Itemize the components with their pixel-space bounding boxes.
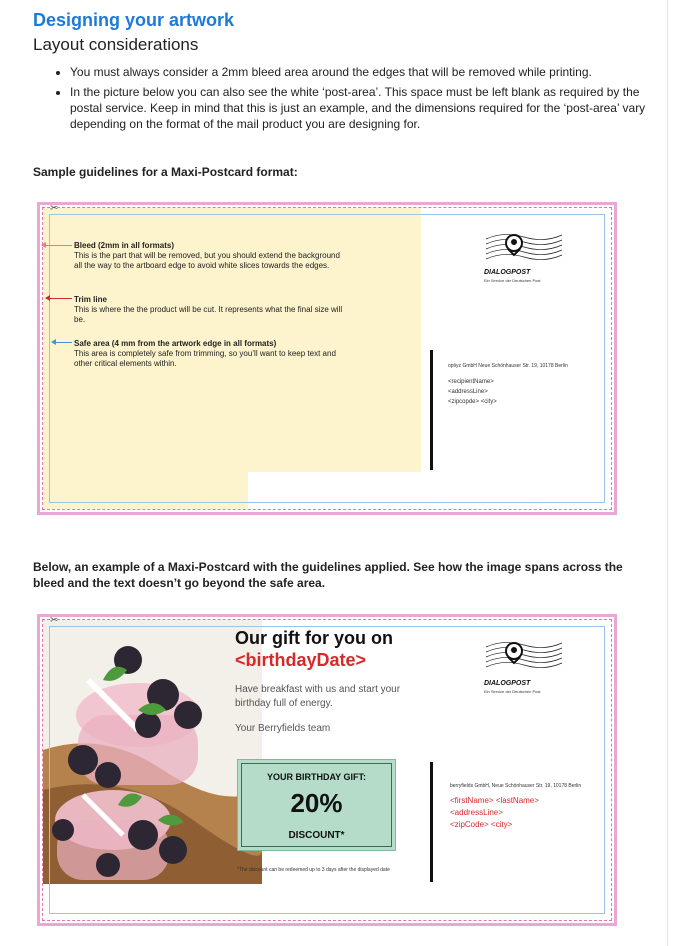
- guideline-text: This is where the the product will be cut. It represents what the final size will be.: [74, 305, 343, 324]
- section-heading-example: Below, an example of a Maxi-Postcard with the guidelines applied. See how the image spans across the bleed and the text doesn’t go beyond the safe area.: [33, 560, 623, 590]
- bleed-arrow-icon: [42, 245, 72, 246]
- guideline-text: This area is completely safe from trimming, so you’ll want to keep text and other critical elements within.: [74, 349, 336, 368]
- list-item: • In the picture below you can also see the white ‘post-area’. This space must be left blank as required by the postal service. Keep in mind that this is just an example, and the dimensions required for the ‘post-area’ vary depending on the format of the mail product you are designing for.: [70, 84, 670, 132]
- bullet-list: [40, 64, 670, 136]
- stamp-subtitle: Ein Service der Deutschen Post: [484, 278, 541, 283]
- gift-value: 20%: [290, 788, 343, 818]
- list-item: • You must always consider a 2mm bleed area around the edges that will be removed while printing.: [70, 64, 670, 80]
- address-block: [450, 795, 539, 831]
- example-postcard: [37, 614, 617, 926]
- gift-box-border: [241, 763, 392, 847]
- address-line: <addressLine>: [448, 389, 488, 395]
- disclaimer: *The discount can be redeemed up to 3 days after the displayed date: [237, 867, 390, 873]
- guidelines-postcard: [37, 202, 617, 515]
- signature: Your Berryfields team: [235, 723, 331, 734]
- sender-line: optiyz GmbH Neue Schönhauser Str. 19, 10178 Berlin: [448, 363, 568, 369]
- stamp-subtitle: Ein Service der Deutschen Post: [484, 689, 541, 694]
- address-line: <recipientName>: [448, 379, 494, 385]
- gift-label: YOUR BIRTHDAY GIFT:: [266, 772, 366, 782]
- guideline-title: Safe area (4 mm from the artwork edge in all formats): [74, 339, 277, 348]
- safe-arrow-icon: [52, 342, 72, 343]
- address-divider: [430, 762, 433, 882]
- scissors-icon: ✂: [50, 615, 59, 626]
- trim-arrow-icon: [46, 298, 72, 299]
- body-copy: Have breakfast with us and start your birthday full of energy.: [235, 684, 401, 709]
- page-subtitle: Layout considerations: [33, 35, 199, 54]
- guideline-safe: [74, 339, 344, 369]
- address-line: <zipcopde> <city>: [448, 399, 497, 405]
- stamp-brand: DIALOGPOST: [484, 269, 531, 276]
- page-edge-line: [667, 0, 668, 946]
- address-line: <firstName> <lastName>: [450, 796, 539, 805]
- guideline-text: This is the part that will be removed, but you should extend the background all the way to the artboard edge to avoid white slices towards the edges.: [74, 251, 340, 270]
- gift-suffix: DISCOUNT*: [288, 830, 345, 841]
- deutsche-post-horn-icon: [484, 637, 564, 679]
- headline: [235, 627, 393, 671]
- headline-date-placeholder: <birthdayDate>: [235, 650, 367, 670]
- address-line: <zipCode> <city>: [450, 820, 513, 829]
- page-title: Designing your artwork: [33, 10, 235, 30]
- guideline-title: Bleed (2mm in all formats): [74, 241, 175, 250]
- scissors-icon: ✂: [50, 203, 59, 214]
- gift-box: [237, 759, 396, 851]
- headline-line: Our gift for you on: [235, 628, 393, 648]
- stamp-brand: DIALOGPOST: [484, 680, 531, 687]
- address-divider: [430, 350, 433, 470]
- address-block: [448, 377, 497, 407]
- sender-line: berryfields GmbH, Neue Schönhauser Str. 19, 10178 Berlin: [450, 783, 582, 789]
- guideline-title: Trim line: [74, 295, 107, 304]
- guideline-trim: [74, 295, 344, 325]
- address-line: <addressLine>: [450, 808, 503, 817]
- deutsche-post-horn-icon: [484, 229, 564, 271]
- section-heading-guidelines: Sample guidelines for a Maxi-Postcard format:: [33, 165, 298, 179]
- guideline-bleed: [74, 241, 344, 271]
